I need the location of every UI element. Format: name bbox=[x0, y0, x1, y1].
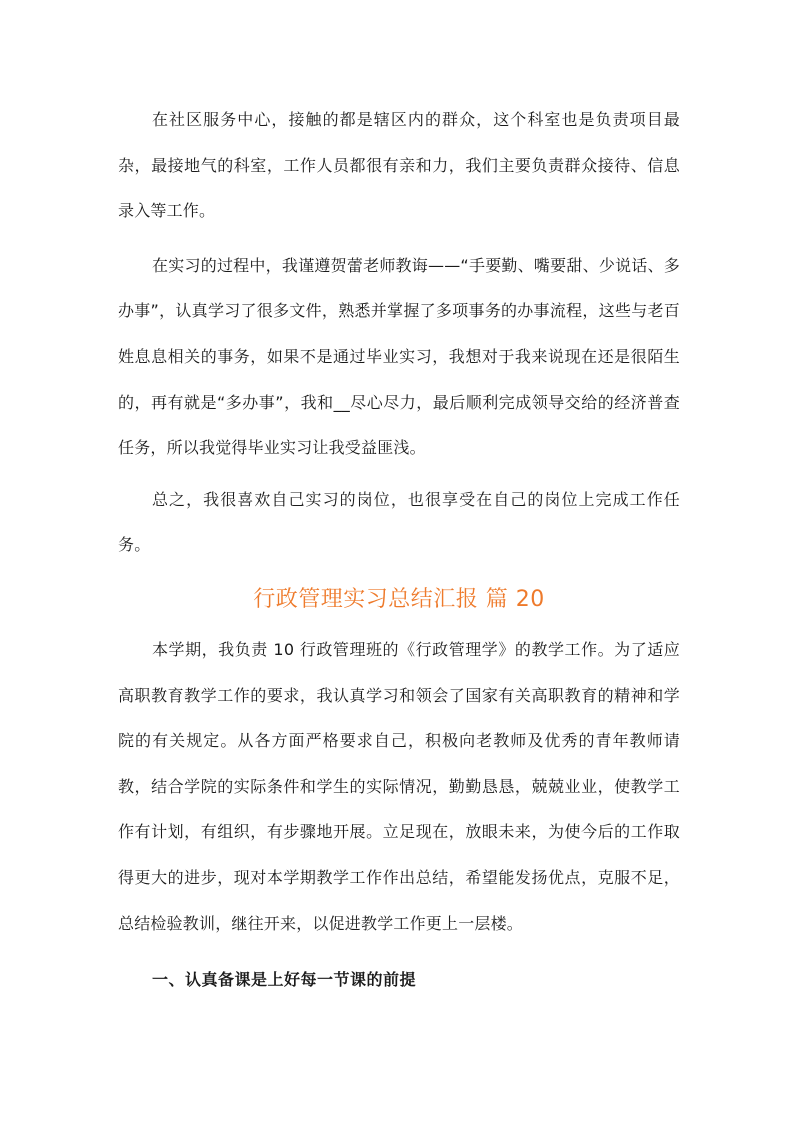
paragraph-teaching-work: 本学期，我负责 10 行政管理班的《行政管理学》的教学工作。为了适应高职教育教学工作的要求，我认真学习和领会了国家有关高职教育的精神和学院的有关规定。从各方面严格要求自己，积极向老教师及优秀的青年教师请教，结合学院的实际条件和学生的实际情况，勤勤恳恳，兢兢业业，使教学工作有计划，有组织，有步骤地开展。立足现在，放眼未来，为使今后的工作取得更大的进步，现对本学期教学工作作出总结，希望能发扬优点，克服不足，总结检验教训，继往开来，以促进教学工作更上一层楼。 bbox=[118, 639, 680, 933]
paragraph-community-service: 在社区服务中心，接触的都是辖区内的群众，这个科室也是负责项目最杂，最接地气的科室，工作人员都很有亲和力，我们主要负责群众接待、信息录入等工作。 bbox=[118, 110, 680, 221]
section-heading: 行政管理实习总结汇报 篇 20 bbox=[253, 586, 545, 612]
paragraph-internship-process: 在实习的过程中，我谨遵贺蕾老师教诲——“手要勤、嘴要甜、少说话、多办事”，认真学习了很多文件，熟悉并掌握了多项事务的办事流程，这些与老百姓息息相关的事务，如果不是通过毕业实习，我想对于我来说现在还是很陌生的，再有就是“多办事”，我和__尽心尽力，最后顺利完成领导交给的经济普查任务，所以我觉得毕业实习让我受益匪浅。 bbox=[118, 255, 680, 458]
paragraph-summary: 总之，我很喜欢自己实习的岗位，也很享受在自己的岗位上完成工作任务。 bbox=[118, 489, 680, 555]
subheading-lesson-preparation: 一、认真备课是上好每一节课的前提 bbox=[152, 970, 417, 990]
document-page bbox=[118, 97, 680, 1000]
